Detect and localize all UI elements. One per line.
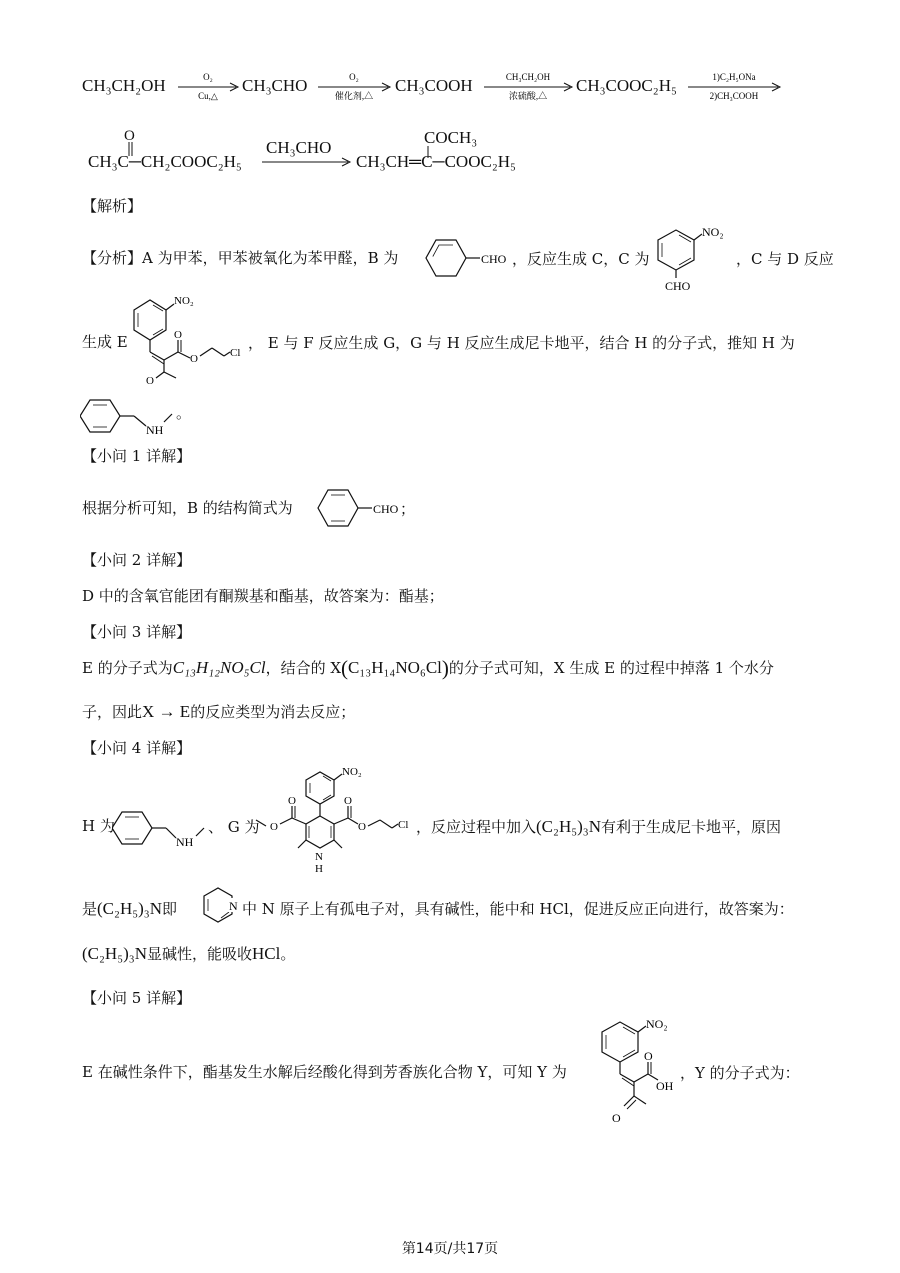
nh-label: NH — [146, 423, 164, 437]
compound-e-structure — [128, 290, 258, 386]
arrow-icon — [176, 70, 240, 104]
nh-n-label: N — [315, 851, 323, 863]
x-to-e: X → E — [142, 702, 191, 721]
nh-h-label: H — [315, 863, 323, 875]
arrow-icon — [260, 156, 352, 168]
route2-reactant: CH₃C─CH₂COOC₂H₅ — [88, 152, 242, 171]
q2-text: D 中的含氧官能团有酮羰基和酯基，故答案为：酯基； — [82, 587, 444, 605]
benzaldehyde-structure — [304, 486, 404, 532]
pyridine-structure — [198, 882, 242, 930]
arrow-bottom-label: Cu,△ — [198, 91, 218, 101]
triethylamine: (C₂H₅)₃N — [82, 944, 147, 963]
oh-label: OH — [656, 1079, 674, 1093]
benzaldehyde-structure — [412, 236, 512, 282]
hcl: HCl — [252, 944, 281, 963]
formula-e: C₁₃H₁₂NO₅Cl — [172, 658, 266, 677]
route2-reagent: CH₃CHO — [266, 138, 332, 157]
analysis-text-6: 。 — [176, 404, 192, 422]
q4-text-g: 中 N 原子上有孤电子对，具有碱性，能中和 HCl，促进反应正向进行，故答案为： — [242, 900, 794, 918]
no2-label: NO₂ — [342, 766, 362, 778]
no2-label: NO₂ — [174, 295, 194, 307]
compound-y-structure — [592, 1010, 692, 1134]
cho-label: CHO — [481, 252, 507, 266]
svg-text:催化剂,△: 催化剂,△ — [334, 91, 374, 101]
q4-line3 — [82, 944, 295, 964]
route2-product-top: COCH₃ — [424, 128, 478, 147]
o-label: O — [612, 1111, 621, 1125]
q4-text-c: ，反应过程中加入 — [416, 818, 537, 836]
analysis-text-3: ，C 与 D 反应 — [736, 250, 834, 268]
arrow-icon — [686, 70, 782, 104]
cho-label: CHO — [373, 502, 399, 516]
q4-text-d: 有利于生成尼卡地平，原因 — [601, 818, 782, 836]
q4-text-b: 、 G 为 — [208, 818, 260, 836]
q3-text-e: 的反应类型为消去反应； — [190, 703, 356, 721]
route1-acetaldehyde: CH₃CHO — [242, 76, 308, 95]
q3-text-b: ，结合的 X — [265, 659, 342, 677]
cho-label: CHO — [665, 279, 691, 292]
arrow-top-label: O₂ — [203, 72, 213, 82]
o-label: O — [644, 1049, 653, 1063]
analysis-text-4: 生成 E — [82, 333, 128, 351]
q4-text-i: 。 — [280, 945, 296, 963]
q3-title: 【小问 3 详解】 — [82, 623, 192, 641]
svg-text:O₂: O₂ — [349, 72, 359, 82]
svg-text:2)CH₃COOH: 2)CH₃COOH — [709, 91, 759, 101]
q2-title: 【小问 2 详解】 — [82, 551, 192, 569]
arrow-icon — [316, 70, 392, 104]
nitrobenzaldehyde-structure — [646, 222, 726, 292]
compound-g-structure — [252, 762, 420, 878]
analysis-text-1: 【分析】A 为甲苯，甲苯被氧化为苯甲醛，B 为 — [82, 249, 399, 267]
q4-line2 — [82, 898, 177, 919]
route2-ketone-o: O — [124, 128, 135, 144]
no2-label: NO₂ — [646, 1017, 668, 1031]
q4-title: 【小问 4 详解】 — [82, 739, 192, 757]
q3-line1: E 的分子式为C₁₃H₁₂NO₅Cl，结合的 X(C₁₃H₁₄NO₆Cl)的分子式可知，X 生成 E 的过程中掉落 1 个水分 — [82, 656, 774, 680]
route1-ethanol: CH₃CH₂OH — [82, 76, 166, 95]
analysis-text-5: ， E 与 F 反应生成 G，G 与 H 反应生成尼卡地平，结合 H 的分子式，推知 H 为 — [248, 334, 795, 352]
o-label: O — [288, 795, 296, 807]
route2-product: CH₃CH═C─COOC₂H₅ — [356, 152, 516, 171]
page-number: 第14页/共17页 — [401, 1241, 499, 1257]
formula-x: C₁₃H₁₄NO₆Cl — [348, 658, 442, 677]
o-label: O — [358, 821, 366, 833]
q4-text-e: 是 — [82, 900, 98, 918]
o-label: O — [174, 329, 182, 341]
q4-line1 — [416, 816, 781, 837]
q3-line2 — [82, 702, 355, 722]
jiexi-heading: 【解析】 — [82, 197, 143, 215]
no2-label: NO₂ — [702, 225, 724, 239]
cl-label: Cl — [398, 819, 409, 831]
q3-text-a: E 的分子式为 — [82, 659, 173, 677]
o-label: O — [344, 795, 352, 807]
q5-title: 【小问 5 详解】 — [82, 989, 192, 1007]
svg-text:1)C₂H₅ONa: 1)C₂H₅ONa — [712, 72, 756, 82]
q1-title: 【小问 1 详解】 — [82, 447, 192, 465]
q4-text-a: H 为 — [82, 817, 115, 835]
q4-text-h: 显碱性，能吸收 — [147, 945, 253, 963]
q4-text-f: 即 — [162, 900, 178, 918]
amine-h-structure — [112, 804, 216, 852]
n-label: N — [229, 899, 238, 913]
q3-text-d: 子，因此 — [82, 703, 143, 721]
svg-text:浓硫酸,△: 浓硫酸,△ — [508, 91, 548, 101]
q3-text-c: 的分子式可知，X 生成 E 的过程中掉落 1 个水分 — [448, 659, 774, 677]
q5-text-a: E 在碱性条件下，酯基发生水解后经酸化得到芳香族化合物 Y，可知 Y 为 — [82, 1063, 567, 1081]
svg-text:CH₃CH₂OH: CH₃CH₂OH — [505, 72, 551, 82]
o-label: O — [190, 353, 198, 365]
o-label: O — [146, 375, 154, 386]
q5-text-b: ，Y 的分子式为： — [680, 1064, 800, 1082]
triethylamine: (C₂H₅)₃N — [97, 899, 163, 918]
q1-end: ； — [400, 500, 416, 518]
q1-text: 根据分析可知，B 的结构简式为 — [82, 499, 293, 517]
nh-label: NH — [176, 835, 194, 849]
triethylamine: (C₂H₅)₃N — [536, 817, 602, 836]
arrow-icon — [482, 70, 574, 104]
o-label: O — [270, 821, 278, 833]
route1-ethyl-acetate: CH₃COOC₂H₅ — [576, 76, 677, 95]
cl-label: Cl — [230, 347, 241, 359]
analysis-text-2: ，反应生成 C，C 为 — [512, 250, 650, 268]
route1-acetic-acid: CH₃COOH — [395, 76, 473, 95]
